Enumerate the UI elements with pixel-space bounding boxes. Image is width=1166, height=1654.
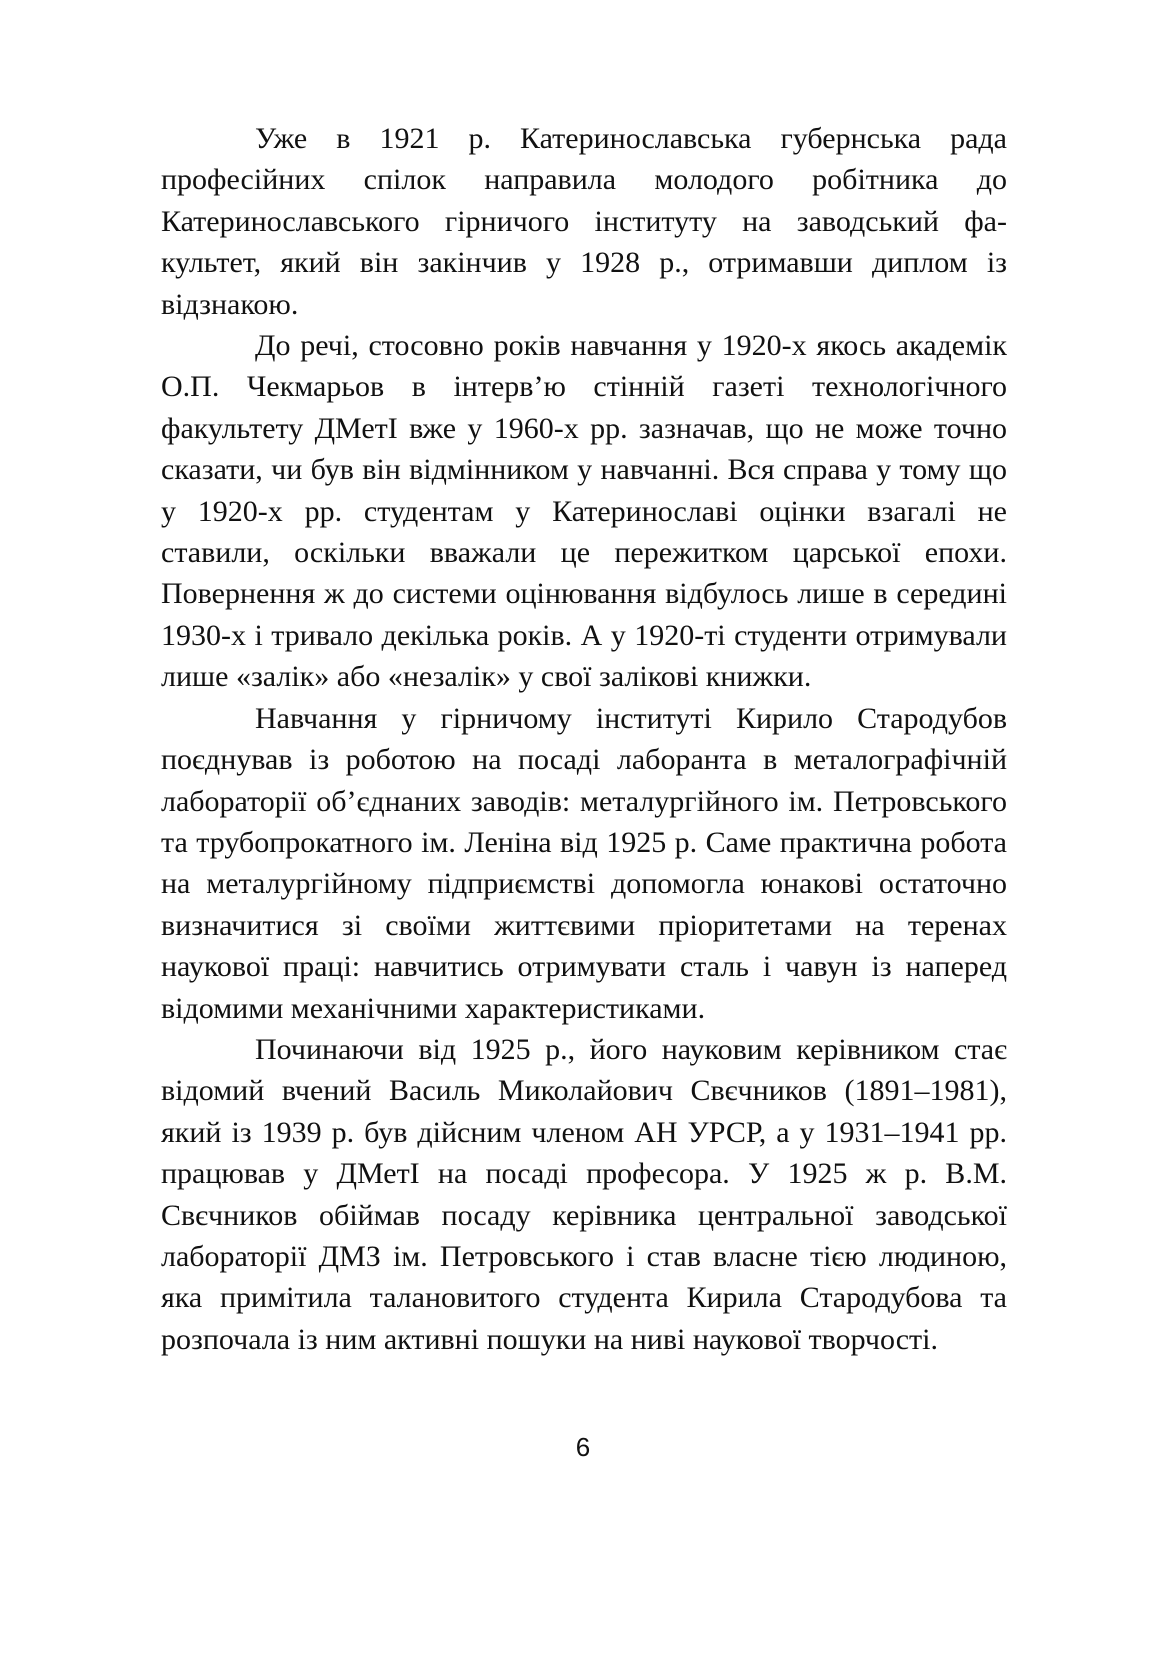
page-number: 6: [575, 1432, 591, 1462]
paragraph-3: Навчання у гірничому інституті Кирило Стародубов поєднував із роботою на посаді лаборанта в металографічній лабораторії об’єднаних заводів: металургійного ім. Петровського та трубопрокатного ім. Леніна від 1925 р. Саме практична робота на металургійному підприємстві допомогла юнакові остаточно визначитися зі своїми життєвими пріоритетами на теренах наукової праці: навчитись отримувати сталь і чавун із наперед відомими механічними характеристиками.: [161, 701, 1007, 1025]
paragraph-2: До речі, стосовно років навчання у 1920-х якось академік О.П. Чекмарьов в інтерв’ю стінній газеті технологічного факультету ДМетІ вже у 1960-х рр. зазначав, що не може точно сказати, чи був він відмінником у навчанні. Вся справа у тому що у 1920-х рр. студентам у Катеринославі оцінки взагалі не ставили, оскільки вважали це пережитком царської епохи. Повернення ж до системи оцінювання відбулось лише в середині 1930-х і тривало декілька років. А у 1920-ті студенти отримували лише «залік» або «незалік» у свої залікові книжки.: [161, 329, 1007, 694]
paragraph-1: Уже в 1921 р. Катеринославська губернська рада професійних спілок направила молодого робітника до Катеринославського гірничого інституту на заводський факультет, який він закінчив у 1928 р., отримавши диплом із відзнакою.: [161, 122, 1007, 321]
body-text: [161, 118, 1007, 1360]
paragraph-4: Починаючи від 1925 р., його науковим керівником стає відомий вчений Василь Миколайович Свєчников (1891–1981), який із 1939 р. був дійсним членом АН УРСР, а у 1931–1941 рр. працював у ДМетІ на посаді професора. У 1925 ж р. В.М. Свєчников обіймав посаду керівника центральної заводської лабораторії ДМЗ ім. Петровського і став власне тією людиною, яка примітила талановитого студента Кирила Стародубова та розпочала із ним активні пошуки на ниві наукової творчості.: [161, 1032, 1007, 1356]
